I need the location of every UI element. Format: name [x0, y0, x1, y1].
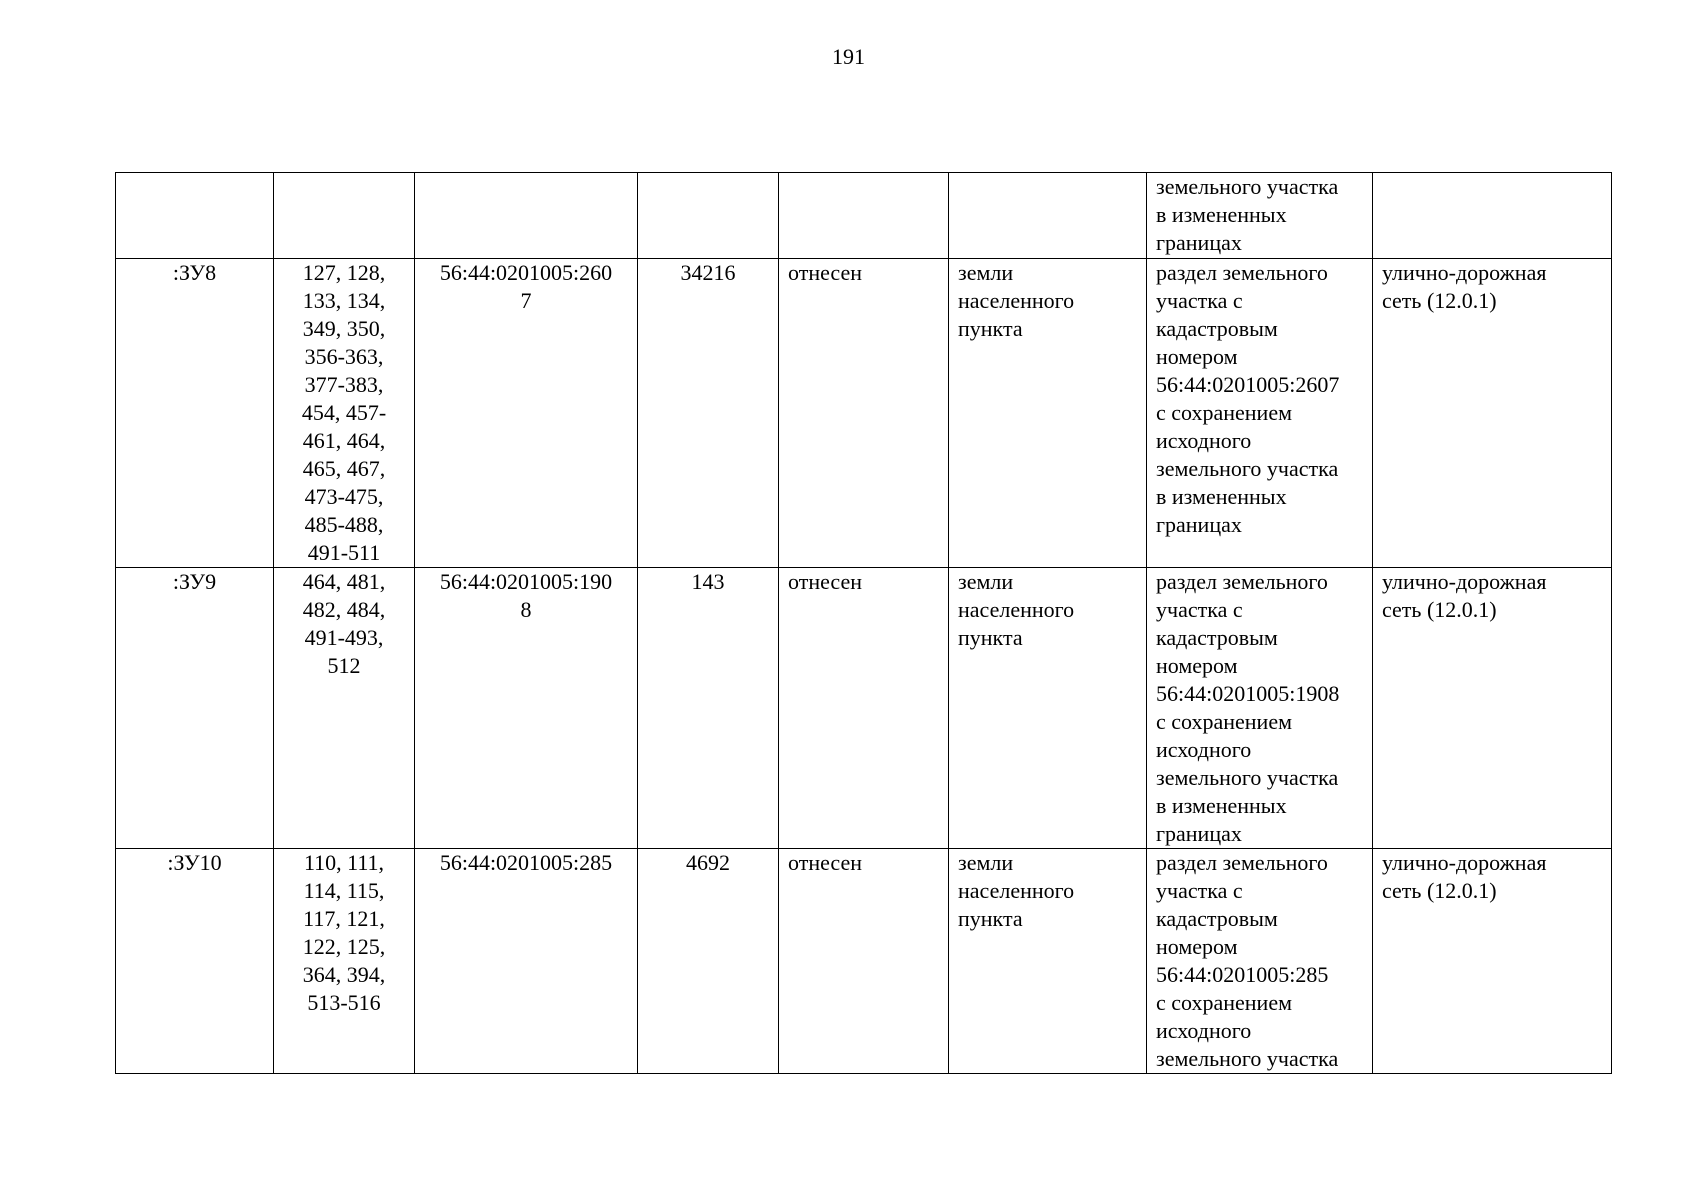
boundary-points-cell: 110, 111, 114, 115, 117, 121, 122, 125, 364, 394, 513-516	[274, 849, 415, 1074]
land-category-cell	[949, 173, 1147, 259]
land-category-cell: земли населенного пункта	[949, 259, 1147, 568]
table-row	[116, 173, 1612, 259]
cadastral-number-cell: 56:44:0201005:190 8	[415, 568, 638, 849]
table-row	[116, 259, 1612, 568]
formation-method-cell: раздел земельного участка с кадастровым номером 56:44:0201005:1908 с сохранением исходного земельного участка в измененных границах	[1147, 568, 1373, 849]
boundary-points-cell: 464, 481, 482, 484, 491-493, 512	[274, 568, 415, 849]
status-cell: отнесен	[779, 849, 949, 1074]
status-cell	[779, 173, 949, 259]
cadastral-number-cell	[415, 173, 638, 259]
area-cell: 4692	[638, 849, 779, 1074]
plot-id-cell: :ЗУ9	[116, 568, 274, 849]
land-category-cell: земли населенного пункта	[949, 849, 1147, 1074]
cadastral-number-cell: 56:44:0201005:285	[415, 849, 638, 1074]
plot-id-cell	[116, 173, 274, 259]
plot-id-cell: :ЗУ8	[116, 259, 274, 568]
area-cell: 34216	[638, 259, 779, 568]
land-category-cell: земли населенного пункта	[949, 568, 1147, 849]
table-row	[116, 849, 1612, 1074]
boundary-points-cell	[274, 173, 415, 259]
table-row	[116, 568, 1612, 849]
permitted-use-cell	[1373, 173, 1612, 259]
permitted-use-cell: улично-дорожная сеть (12.0.1)	[1373, 259, 1612, 568]
formation-method-cell: раздел земельного участка с кадастровым номером 56:44:0201005:2607 с сохранением исходного земельного участка в измененных границах	[1147, 259, 1373, 568]
land-plots-table	[115, 172, 1612, 1074]
permitted-use-cell: улично-дорожная сеть (12.0.1)	[1373, 568, 1612, 849]
cadastral-number-cell: 56:44:0201005:260 7	[415, 259, 638, 568]
formation-method-cell: земельного участка в измененных границах	[1147, 173, 1373, 259]
boundary-points-cell: 127, 128, 133, 134, 349, 350, 356-363, 377-383, 454, 457- 461, 464, 465, 467, 473-475, 485-488, 491-511	[274, 259, 415, 568]
formation-method-cell: раздел земельного участка с кадастровым номером 56:44:0201005:285 с сохранением исходного земельного участка	[1147, 849, 1373, 1074]
plot-id-cell: :ЗУ10	[116, 849, 274, 1074]
area-cell: 143	[638, 568, 779, 849]
permitted-use-cell: улично-дорожная сеть (12.0.1)	[1373, 849, 1612, 1074]
status-cell: отнесен	[779, 568, 949, 849]
page-number: 191	[832, 44, 865, 69]
area-cell	[638, 173, 779, 259]
status-cell: отнесен	[779, 259, 949, 568]
